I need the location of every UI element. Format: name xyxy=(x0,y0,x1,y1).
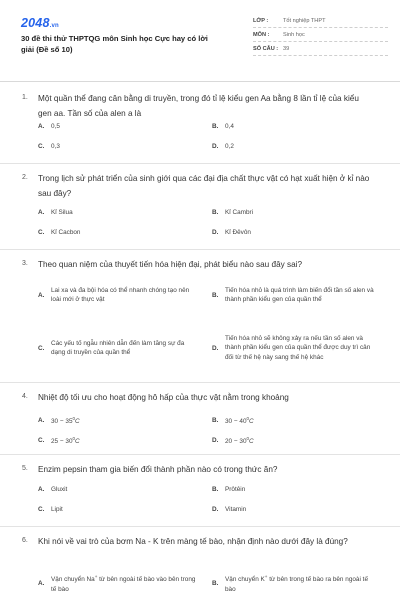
degree-mark: 0 xyxy=(72,416,76,421)
option-text: Tiến hóa nhỏ sẽ không xảy ra nếu tần số alen và thành phần kiểu gen của quần thể được duy trì cân đối từ thế hệ này sang thế hệ khác xyxy=(225,334,371,361)
meta-label: LỚP : xyxy=(253,17,269,24)
option-letter: D. xyxy=(212,229,219,237)
option-letter: C. xyxy=(38,229,45,237)
option-text: 0,2 xyxy=(225,143,234,150)
meta-value: Sinh học xyxy=(283,31,305,38)
degree-mark: 0 xyxy=(72,436,76,441)
logo-suffix: .vn xyxy=(49,23,59,29)
option-letter: B. xyxy=(212,486,219,494)
meta-value: 39 xyxy=(283,45,290,52)
option-letter: A. xyxy=(38,123,45,131)
option-text: Vitamin xyxy=(225,506,247,513)
option-text-part: từ bên ngoài tế bào vào bên trong tế bào xyxy=(51,576,196,593)
document-header xyxy=(0,0,400,82)
option-text: Kỉ Cacbon xyxy=(51,229,81,236)
option-letter: A. xyxy=(38,416,45,424)
question-item xyxy=(0,527,400,600)
option-text: Các yếu tố ngẫu nhiên dẫn đến làm tăng sự đa dạng di truyền của quần thể xyxy=(51,339,185,356)
answer-option[interactable] xyxy=(38,434,198,447)
option-text: Kỉ Silua xyxy=(51,209,73,216)
degree-mark: 0 xyxy=(246,416,250,421)
question-list xyxy=(0,82,400,600)
answer-option[interactable] xyxy=(212,320,377,376)
answer-option[interactable] xyxy=(212,434,372,447)
option-text: Lipit xyxy=(51,506,63,513)
degree-mark: 0 xyxy=(246,436,250,441)
option-letter: D. xyxy=(212,436,219,444)
option-letter: B. xyxy=(212,416,219,424)
answer-option[interactable] xyxy=(38,142,198,152)
option-letter: C. xyxy=(38,506,45,514)
option-letter: B. xyxy=(212,291,219,299)
answer-option[interactable] xyxy=(38,122,198,132)
option-letter: C. xyxy=(38,436,45,444)
option-text xyxy=(51,572,196,594)
option-text xyxy=(51,434,80,447)
meta-row-class xyxy=(253,14,388,28)
temperature-unit: C xyxy=(249,418,254,426)
question-item xyxy=(0,455,400,527)
question-text: Trong lịch sử phát triển của sinh giới qua các đại địa chất thực vật có hạt xuất hiện ở kỉ nào sau đây? xyxy=(38,174,370,198)
option-letter: A. xyxy=(38,579,45,587)
option-letter: A. xyxy=(38,291,45,299)
question-item xyxy=(0,82,400,164)
answer-option[interactable] xyxy=(212,505,372,515)
meta-row-subject xyxy=(253,28,388,42)
document-meta xyxy=(253,14,388,56)
answer-option[interactable] xyxy=(38,280,198,310)
ion-charge: + xyxy=(94,573,98,579)
option-text: Kỉ Cambri xyxy=(225,209,254,216)
meta-value: Tốt nghiệp THPT xyxy=(283,17,326,24)
option-text: Lai xa và đa bội hóa có thể nhanh chóng tạo nên loài mới ở thực vật xyxy=(51,286,190,303)
answer-option[interactable] xyxy=(212,122,372,132)
question-number: 3. xyxy=(22,260,28,267)
temperature-unit: C xyxy=(75,438,80,446)
question-number: 1. xyxy=(22,94,28,101)
question-number: 4. xyxy=(22,393,28,400)
answer-option[interactable] xyxy=(212,414,372,427)
question-text: Khi nói về vai trò của bơm Na - K trên màng tế bào, nhận định nào dưới đây là đúng? xyxy=(38,537,348,546)
temperature-unit: C xyxy=(75,418,80,426)
option-letter: C. xyxy=(38,143,45,151)
temperature-range: 25 − 30 xyxy=(51,438,73,446)
temperature-range: 30 − 40 xyxy=(225,418,247,426)
option-letter: A. xyxy=(38,486,45,494)
option-letter: D. xyxy=(212,344,219,352)
answer-option[interactable] xyxy=(212,228,372,238)
temperature-unit: C xyxy=(249,438,254,446)
option-text: Prôtêin xyxy=(225,486,246,493)
option-letter: B. xyxy=(212,579,219,587)
option-letter: B. xyxy=(212,209,219,217)
meta-label: MÔN : xyxy=(253,31,270,38)
logo-main: 2048 xyxy=(21,16,50,30)
option-text-part: từ bên trong tế bào ra bên ngoài tế bào xyxy=(225,576,369,593)
option-letter: C. xyxy=(38,344,45,352)
question-number: 6. xyxy=(22,537,28,544)
answer-option[interactable] xyxy=(38,208,198,218)
question-item xyxy=(0,250,400,383)
option-text-part: Vận chuyển Na xyxy=(51,576,95,584)
site-logo[interactable] xyxy=(21,16,59,30)
meta-row-count xyxy=(253,42,388,56)
answer-option[interactable] xyxy=(38,485,198,495)
option-text xyxy=(225,414,254,427)
question-number: 5. xyxy=(22,465,28,472)
answer-option[interactable] xyxy=(212,142,372,152)
option-text: 0,4 xyxy=(225,123,234,130)
answer-option[interactable] xyxy=(212,571,377,595)
question-text: Một quần thể đang cân bằng di truyền, trong đó tỉ lệ kiểu gen Aa bằng 8 lần tỉ lệ của kiểu gen aa. Tần số của alen a là xyxy=(38,94,359,118)
question-item xyxy=(0,164,400,250)
answer-option[interactable] xyxy=(212,485,372,495)
option-text: 0,5 xyxy=(51,123,60,130)
question-item xyxy=(0,383,400,455)
answer-option[interactable] xyxy=(212,276,377,314)
answer-option[interactable] xyxy=(38,505,198,515)
option-text xyxy=(225,572,375,594)
temperature-range: 30 − 35 xyxy=(51,418,73,426)
option-text xyxy=(51,414,80,427)
option-text: Gluxit xyxy=(51,486,68,493)
option-text xyxy=(225,434,254,447)
answer-option[interactable] xyxy=(38,414,198,427)
answer-option[interactable] xyxy=(38,228,198,238)
document-title: 30 đề thi thử THPTQG môn Sinh học Cực hay có lời giải (Đề số 10) xyxy=(21,34,208,54)
option-text-part: Vận chuyển K xyxy=(225,576,265,584)
temperature-range: 20 − 30 xyxy=(225,438,247,446)
answer-option[interactable] xyxy=(212,208,372,218)
option-letter: D. xyxy=(212,506,219,514)
question-text: Nhiệt độ tối ưu cho hoạt động hô hấp của thực vật nằm trong khoảng xyxy=(38,393,289,402)
answer-option[interactable] xyxy=(38,328,198,368)
question-text: Enzim pepsin tham gia biến đổi thành phần nào có trong thức ăn? xyxy=(38,465,278,474)
question-number: 2. xyxy=(22,174,28,181)
question-text: Theo quan niệm của thuyết tiến hóa hiện đại, phát biểu nào sau đây sai? xyxy=(38,260,303,269)
answer-option[interactable] xyxy=(38,571,198,595)
option-letter: A. xyxy=(38,209,45,217)
ion-charge: + xyxy=(264,573,268,579)
meta-label: SỐ CÂU : xyxy=(253,45,279,52)
option-text: 0,3 xyxy=(51,143,60,150)
option-text: Tiến hóa nhỏ là quá trình làm biến đổi tần số alen và thành phần kiểu gen của quần thể xyxy=(225,286,374,303)
option-letter: B. xyxy=(212,123,219,131)
option-letter: D. xyxy=(212,143,219,151)
option-text: Kỉ Đêvôn xyxy=(225,229,251,236)
